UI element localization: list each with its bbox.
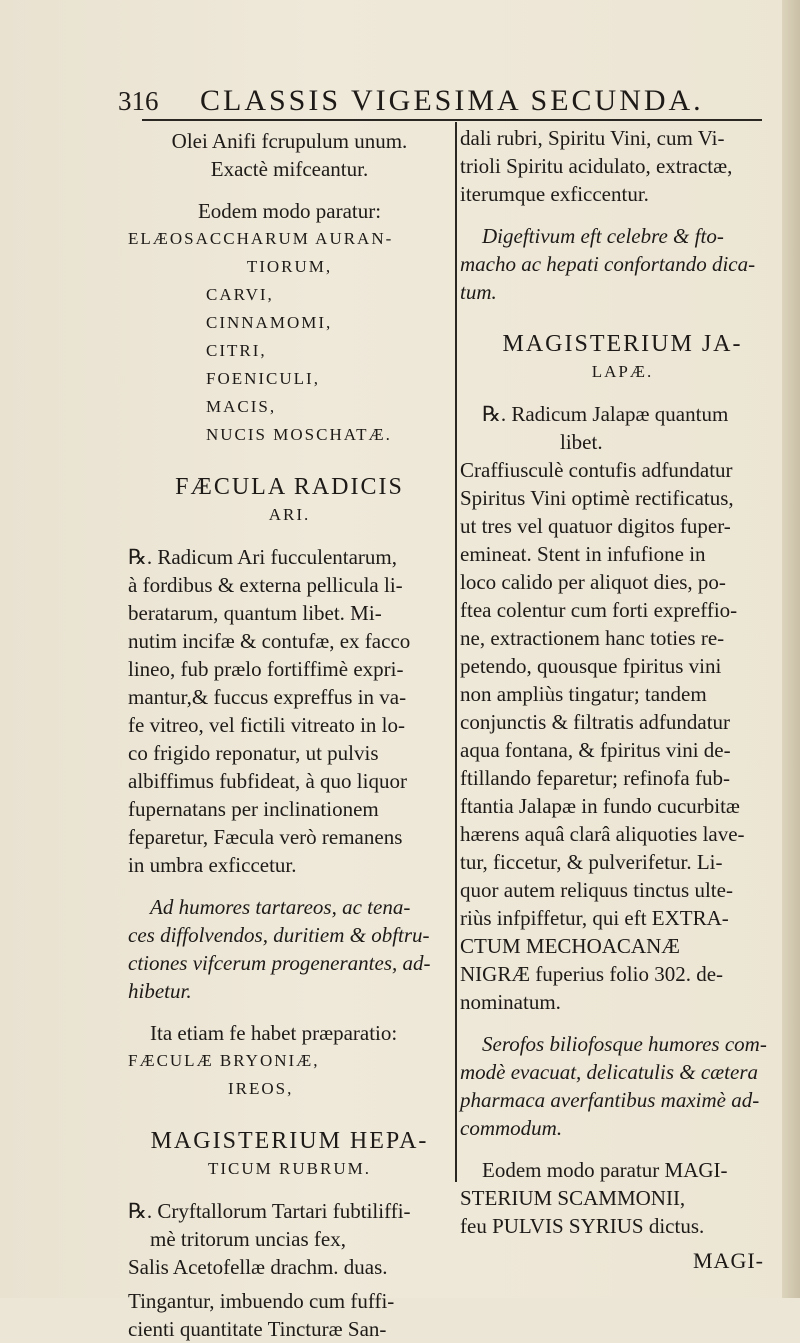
text-line: albiffimus fubfideat, à quo liquor (128, 769, 407, 793)
preparation-name: CITRI, (206, 341, 267, 360)
spacer (460, 208, 785, 222)
spacer (460, 386, 785, 400)
preparation-name: CINNAMOMI, (206, 313, 333, 332)
spacer (128, 1183, 451, 1197)
italic-note-line: Digeftivum eft celebre & fto- (482, 224, 724, 248)
italic-note-line: ces diffolvendos, duritiem & obftru- (128, 923, 430, 947)
spacer (460, 1016, 785, 1030)
header-rule (142, 119, 762, 121)
spacer (128, 529, 451, 543)
text-line: STERIUM SCAMMONII, (460, 1186, 686, 1210)
text-line: feparetur, Fæcula verò remanens (128, 825, 403, 849)
text-line: Ita etiam fe habet præparatio: (150, 1021, 398, 1045)
text-line: tur, ficcetur, & pulverifetur. Li- (460, 850, 723, 874)
spacer (128, 1005, 451, 1019)
text-line: fupernatans per inclinationem (128, 797, 379, 821)
text-line: Olei Anifi fcrupulum unum. (171, 129, 408, 153)
column-divider (455, 122, 457, 1182)
text-line: ut tres vel quatuor digitos fuper- (460, 514, 731, 538)
text-line: Tingantur, imbuendo cum fuffi- (128, 1289, 395, 1313)
italic-note-line: macho ac hepati confortando dica- (460, 252, 756, 276)
text-line: aqua fontana, & fpiritus vini de- (460, 738, 731, 762)
preparation-name: ELÆOSACCHARUM AURAN- (128, 229, 394, 248)
text-line: co frigido reponatur, ut pulvis (128, 741, 379, 765)
text-line: nutim incifæ & contufæ, ex facco (128, 629, 411, 653)
preparation-name: IREOS, (228, 1079, 294, 1098)
italic-note-line: hibetur. (128, 979, 192, 1003)
preparation-name: CARVI, (206, 285, 274, 304)
spacer (128, 449, 451, 473)
section-heading: MAGISTERIUM JA- (502, 331, 743, 357)
text-line: hærens aquâ clarâ aliquoties lave- (460, 822, 745, 846)
text-line: cienti quantitate Tincturæ San- (128, 1317, 387, 1341)
section-subheading: TICUM RUBRUM. (208, 1159, 371, 1178)
text-line: in umbra exficcetur. (128, 853, 297, 877)
text-line: fe vitreo, vel fictili vitreato in lo- (128, 713, 405, 737)
italic-note-line: modè evacuat, delicatulis & cætera (460, 1060, 759, 1084)
text-line: CTUM MECHOACANÆ (460, 934, 680, 958)
text-line: mantur,& fuccus expreffus in va- (128, 685, 407, 709)
preparation-name: FÆCULÆ BRYONIÆ, (128, 1051, 320, 1070)
page-header (118, 80, 763, 117)
running-title: CLASSIS VIGESIMA SECUNDA. (200, 84, 704, 117)
italic-note-line: Serofos biliofosque humores com- (482, 1032, 767, 1056)
text-line: lineo, fub prælo fortiffimè expri- (128, 657, 404, 681)
left-column (128, 127, 451, 1343)
text-line: feu PULVIS SYRIUS dictus. (460, 1214, 705, 1238)
section-heading: FÆCULA RADICIS (175, 474, 404, 500)
section-heading: MAGISTERIUM HEPA- (150, 1128, 429, 1154)
text-line: NIGRÆ fuperius folio 302. de- (460, 962, 724, 986)
page-number: 316 (118, 86, 159, 116)
section-subheading: LAPÆ. (591, 362, 654, 381)
text-line: à fordibus & externa pellicula li- (128, 573, 403, 597)
text-line: riùs infpiffetur, qui eft EXTRA- (460, 906, 729, 930)
italic-note-line: ctiones vifcerum progenerantes, ad- (128, 951, 431, 975)
section-subheading: ARI. (268, 505, 311, 524)
spacer (460, 306, 785, 330)
text-line: ne, extractionem hanc toties re- (460, 626, 725, 650)
text-line: Craffiusculè contufis adfundatur (460, 458, 733, 482)
text-line: Exactè mifceantur. (210, 157, 369, 181)
spacer (128, 183, 451, 197)
text-line: ℞. Cryftallorum Tartari fubtiliffi- (128, 1199, 411, 1223)
text-line: ℞. Radicum Ari fucculentarum, (128, 545, 398, 569)
text-line: mè tritorum uncias fex, (150, 1227, 346, 1251)
italic-note-line: commodum. (460, 1116, 563, 1140)
text-line: ℞. Radicum Jalapæ quantum (482, 402, 729, 426)
spacer (128, 1103, 451, 1127)
spacer (128, 879, 451, 893)
italic-note-line: tum. (460, 280, 497, 304)
text-line: Eodem modo paratur MAGI- (482, 1158, 728, 1182)
italic-note-line: Ad humores tartareos, ac tena- (150, 895, 411, 919)
spacer (460, 1142, 785, 1156)
catchword: MAGI- (693, 1248, 764, 1273)
italic-note-line: pharmaca averfantibus maximè ad- (460, 1088, 760, 1112)
text-line: ftea colentur cum forti expreffio- (460, 598, 738, 622)
text-line: beratarum, quantum libet. Mi- (128, 601, 382, 625)
text-line: Salis Acetofellæ drachm. duas. (128, 1255, 388, 1279)
text-line: ftantia Jalapæ in fundo cucurbitæ (460, 794, 740, 818)
text-line: Eodem modo paratur: (197, 199, 382, 223)
text-line: conjunctis & filtratis adfundatur (460, 710, 731, 734)
text-line: iterumque exficcentur. (460, 182, 649, 206)
text-line: quor autem reliquus tinctus ulte- (460, 878, 733, 902)
text-line: petendo, quousque fpiritus vini (460, 654, 722, 678)
preparation-name: TIORUM, (246, 257, 333, 276)
preparation-name: NUCIS MOSCHATÆ. (206, 425, 392, 444)
preparation-name: FOENICULI, (206, 369, 320, 388)
text-line: libet. (560, 430, 603, 454)
text-line: dali rubri, Spiritu Vini, cum Vi- (460, 126, 725, 150)
text-line: ftillando feparetur; refinofa fub- (460, 766, 730, 790)
preparation-name: MACIS, (206, 397, 277, 416)
right-column (460, 124, 785, 1240)
text-line: Spiritus Vini optimè rectificatus, (460, 486, 734, 510)
text-line: non ampliùs tingatur; tandem (460, 682, 707, 706)
text-line: trioli Spiritu acidulato, extractæ, (460, 154, 733, 178)
text-line: nominatum. (460, 990, 561, 1014)
text-line: emineat. Stent in infufione in (460, 542, 706, 566)
text-line: loco calido per aliquot dies, po- (460, 570, 726, 594)
